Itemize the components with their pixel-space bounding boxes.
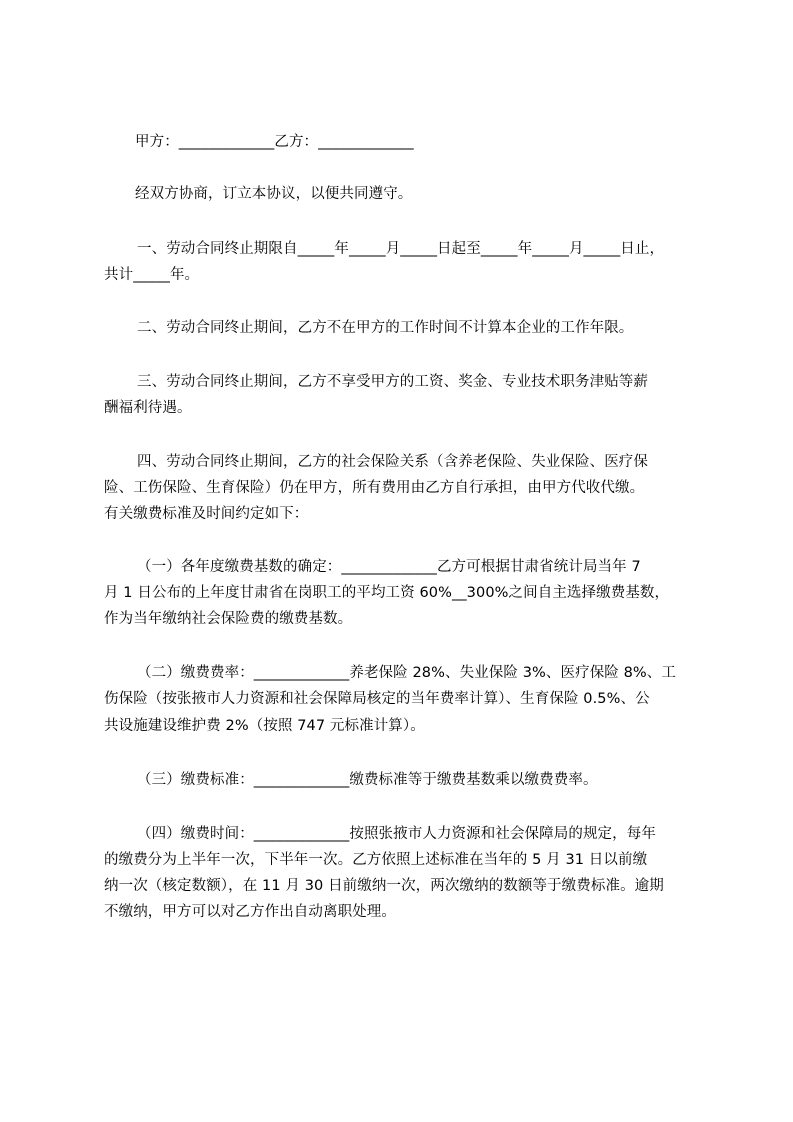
item-4-line-3: 纳一次（核定数额），在 11 月 30 日前缴纳一次，两次缴纳的数额等于缴费标准。逾期 (104, 878, 664, 894)
item-2-line-3: 共设施建设维护费 2%（按照 747 元标准计算）。 (104, 718, 425, 734)
clause-1-line-2: 共计_____年。 (104, 267, 200, 283)
item-4-line-4: 不缴纳，甲方可以对乙方作出自动离职处理。 (104, 904, 396, 920)
parties-line: 甲方：_____________乙方：_____________ (135, 134, 414, 150)
item-1-line-3: 作为当年缴纳社会保险费的缴费基数。 (104, 611, 353, 627)
clause-1-line-1: 一、劳动合同终止期限自_____年_____月_____日起至_____年_____月_____日止， (137, 241, 665, 257)
item-1-line-2: 月 1 日公布的上年度甘肃省在岗职工的平均工资 60%__300%之间自主选择缴费基数， (104, 585, 670, 601)
item-3-line-1: （三）缴费标准：_____________缴费标准等于缴费基数乘以缴费费率。 (137, 772, 598, 788)
clause-3-line-1: 三、劳动合同终止期间，乙方不享受甲方的工资、奖金、专业技术职务津贴等薪 (137, 374, 648, 390)
clause-4-line-2: 险、工伤保险、生育保险）仍在甲方，所有费用由乙方自行承担，由甲方代收代缴。 (104, 480, 645, 496)
intro-line: 经双方协商，订立本协议，以便共同遵守。 (135, 186, 413, 202)
item-4-line-2: 的缴费分为上半年一次，下半年一次。乙方依照上述标准在当年的 5 月 31 日以前缴 (104, 852, 648, 868)
item-4-line-1: （四）缴费时间：_____________按照张掖市人力资源和社会保障局的规定，每年 (137, 826, 656, 842)
clause-4-line-1: 四、劳动合同终止期间，乙方的社会保险关系（含养老保险、失业保险、医疗保 (137, 454, 648, 470)
item-2-line-2: 伤保险（按张掖市人力资源和社会保障局核定的当年费率计算）、生育保险 0.5%、公 (104, 691, 650, 707)
clause-4-line-3: 有关缴费标准及时间约定如下： (104, 506, 309, 522)
item-2-line-1: （二）缴费费率：_____________养老保险 28%、失业保险 3%、医疗保险 8%、工 (137, 665, 677, 681)
clause-3-line-2: 酬福利待遇。 (104, 400, 192, 416)
clause-2-line-1: 二、劳动合同终止期间，乙方不在甲方的工作时间不计算本企业的工作年限。 (137, 320, 634, 336)
item-1-line-1: （一）各年度缴费基数的确定：_____________乙方可根据甘肃省统计局当年 7 (137, 559, 641, 575)
